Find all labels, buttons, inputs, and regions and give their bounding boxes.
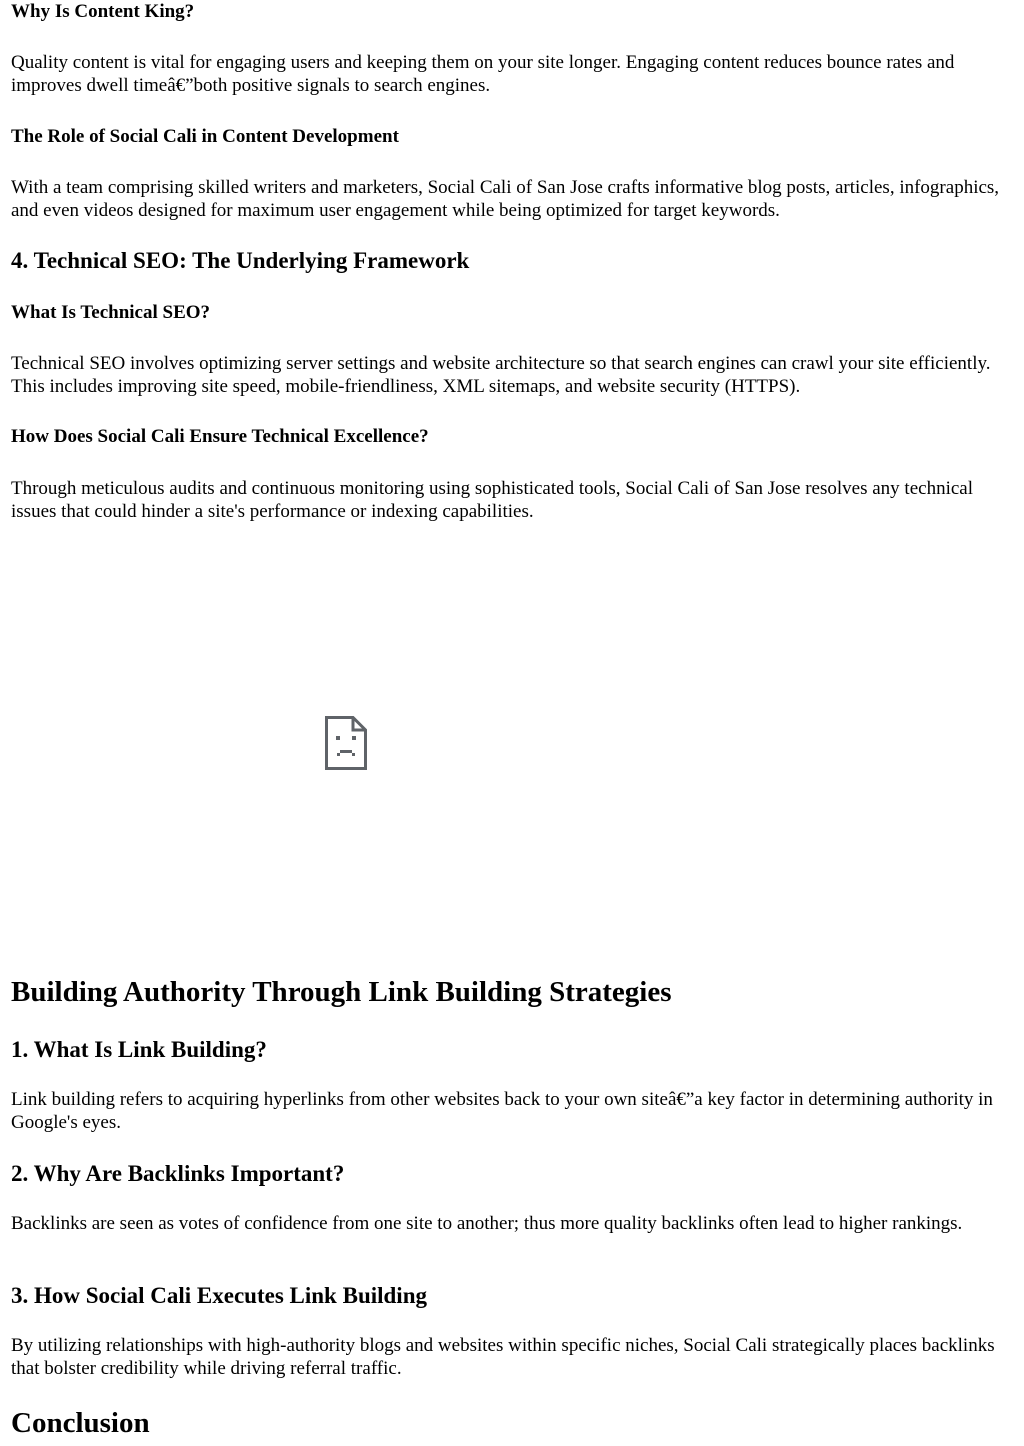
heading-why-content-king: Why Is Content King? [11,1,195,22]
heading-technical-seo: 4. Technical SEO: The Underlying Framework [11,248,470,273]
heading-role-social-cali: The Role of Social Cali in Content Development [11,126,399,147]
paragraph-technical-excellence: Through meticulous audits and continuous monitoring using sophisticated tools, Social Cali of San Jose resolves any technical issues that could hinder a site's performance or indexing capabilities. [11,478,973,522]
paragraph-content-development: With a team comprising skilled writers and marketers, Social Cali of San Jose crafts informative blog posts, articles, infographics, and even videos designed for maximum user engagement while being optimized for target keywords. [11,177,1000,221]
heading-technical-excellence: How Does Social Cali Ensure Technical Excellence? [11,426,429,447]
heading-what-is-link-building: 1. What Is Link Building? [11,1037,267,1062]
heading-what-is-technical-seo: What Is Technical SEO? [11,302,211,323]
paragraph-link-building: Link building refers to acquiring hyperlinks from other websites back to your own siteâ€”a key factor in determining authority in Google's eyes. [11,1089,993,1133]
paragraph-content-quality: Quality content is vital for engaging users and keeping them on your site longer. Engaging content reduces bounce rates and improves dwell timeâ€”both positive signals to search engines. [11,52,955,96]
broken-page-icon [325,716,367,770]
paragraph-link-building-execution: By utilizing relationships with high-authority blogs and websites within specific niches, Social Cali strategically places backlinks that bolster credibility while driving referral traffic. [11,1335,995,1379]
heading-how-social-cali-link-building: 3. How Social Cali Executes Link Building [11,1283,427,1308]
heading-why-backlinks-important: 2. Why Are Backlinks Important? [11,1161,345,1186]
embedded-frame[interactable] [11,546,681,946]
heading-link-building-strategies: Building Authority Through Link Building Strategies [11,976,672,1008]
paragraph-backlinks: Backlinks are seen as votes of confidence from one site to another; thus more quality backlinks often lead to higher rankings. [11,1213,963,1234]
paragraph-technical-seo: Technical SEO involves optimizing server settings and website architecture so that search engines can crawl your site efficiently. This includes improving site speed, mobile-friendliness, XML sitemaps, and website security (HTTPS). [11,353,991,397]
heading-conclusion: Conclusion [11,1407,150,1439]
